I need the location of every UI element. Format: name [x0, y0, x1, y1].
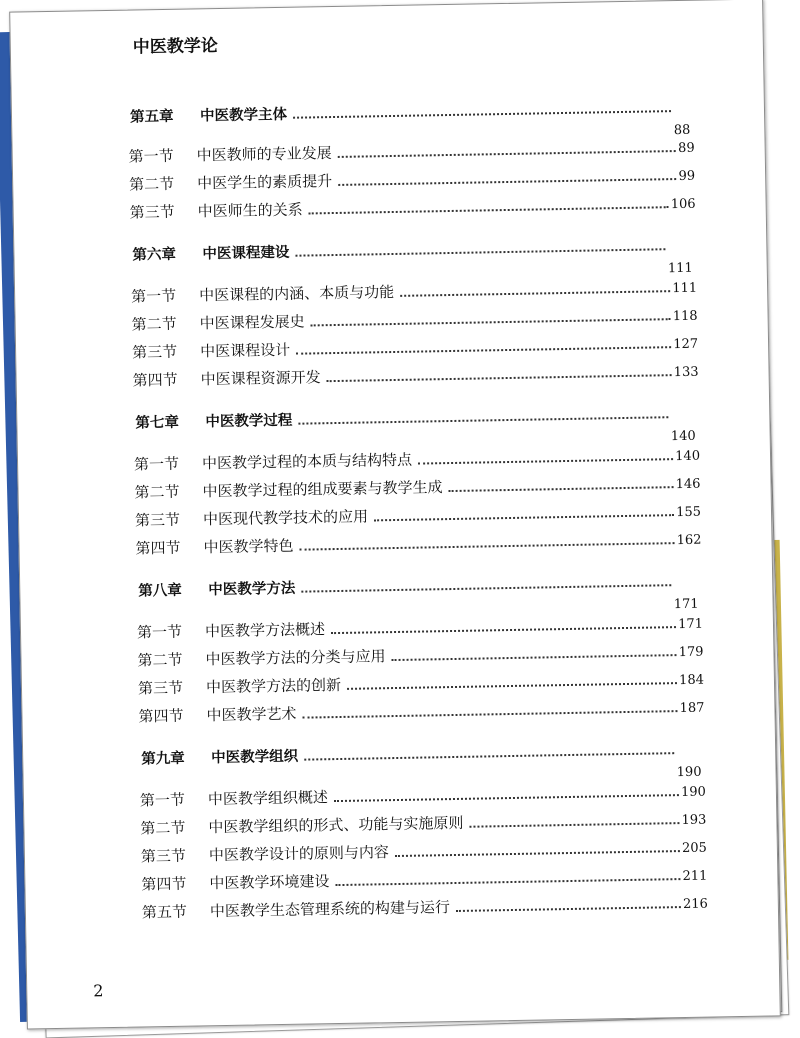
section-label: 第三节	[140, 846, 187, 866]
toc-section-entry	[137, 612, 703, 643]
toc-section-entry	[134, 444, 700, 475]
toc-chapter-entry	[141, 738, 702, 781]
chapter-title: 中医教学组织	[211, 748, 299, 767]
chapter-label: 第五章	[129, 108, 174, 126]
dot-leader	[338, 150, 676, 158]
dot-leader	[335, 878, 680, 886]
dot-leader	[293, 110, 671, 119]
chapter-title: 中医教学过程	[205, 412, 293, 431]
section-title: 中医教学生态管理系统的构建与运行	[209, 898, 451, 921]
toc-section-entry	[138, 696, 704, 727]
page-ref: 193	[681, 812, 707, 829]
chapter-title: 中医教学方法	[208, 580, 296, 599]
section-title: 中医课程资源开发	[200, 368, 321, 389]
dot-leader	[331, 626, 676, 634]
toc-section-entry	[138, 668, 704, 699]
section-label: 第一节	[136, 622, 183, 642]
page-ref: 190	[680, 784, 707, 801]
section-title: 中医课程发展史	[199, 312, 305, 333]
section-label: 第四节	[132, 370, 178, 390]
section-title: 中医教学过程的本质与结构特点	[201, 450, 413, 473]
section-label: 第二节	[134, 482, 180, 502]
section-title: 中医现代教学技术的应用	[202, 507, 369, 529]
dot-leader	[304, 752, 674, 760]
section-label: 第三节	[137, 678, 184, 698]
chapter-label: 第六章	[132, 246, 177, 264]
page-ref: 211	[682, 868, 708, 885]
section-label: 第四节	[135, 538, 181, 558]
toc-section-entry	[141, 836, 707, 867]
section-title: 中医教学环境建设	[209, 872, 330, 893]
section-title: 中医教学特色	[203, 536, 294, 557]
dot-leader	[327, 374, 672, 382]
page-ref: 118	[672, 308, 698, 325]
dot-leader	[334, 794, 679, 802]
page-ref: 216	[682, 896, 708, 913]
section-label: 第五节	[141, 902, 188, 922]
page-ref: 155	[676, 504, 702, 521]
page-ref: 187	[679, 700, 705, 717]
section-title: 中医课程设计	[199, 340, 291, 361]
section-label: 第三节	[129, 202, 175, 222]
toc-chapter-entry	[129, 96, 691, 139]
section-label: 第一节	[133, 454, 180, 474]
page-ref: 127	[673, 336, 699, 353]
page-ref: 162	[676, 532, 702, 549]
page-ref: 190	[676, 764, 702, 781]
page-ref: 146	[675, 476, 701, 493]
dot-leader	[311, 318, 671, 326]
running-header: 中医教学论	[132, 36, 218, 58]
toc-section-entry	[140, 808, 706, 839]
page-ref: 133	[673, 364, 699, 381]
dot-leader	[374, 514, 674, 521]
toc-section-entry	[135, 528, 701, 559]
chapter-title: 中医教学主体	[199, 106, 288, 125]
section-label: 第一节	[128, 146, 174, 166]
dot-leader	[338, 178, 676, 186]
section-title: 中医教学艺术	[206, 704, 297, 725]
section-title: 中医课程的内涵、本质与功能	[198, 282, 395, 305]
toc-section-entry	[132, 332, 698, 363]
page-ref: 88	[673, 122, 691, 139]
page-ref: 205	[681, 840, 708, 857]
dot-leader	[418, 458, 673, 464]
page-ref: 106	[670, 196, 696, 213]
section-title: 中医教学方法概述	[204, 620, 326, 641]
dot-leader	[309, 206, 669, 214]
toc-chapter-entry	[132, 234, 693, 277]
section-label: 第三节	[134, 510, 181, 530]
chapter-label: 第八章	[138, 582, 182, 600]
toc-chapter-entry	[135, 402, 696, 445]
dot-leader	[296, 346, 671, 355]
page-ref: 184	[678, 672, 705, 689]
section-title: 中医教师的专业发展	[196, 144, 332, 165]
page-ref: 140	[670, 428, 696, 445]
section-title: 中医学生的素质提升	[197, 172, 333, 193]
section-label: 第二节	[129, 174, 175, 194]
dot-leader	[298, 416, 668, 424]
chapter-label: 第九章	[141, 750, 185, 768]
toc-chapter-entry	[138, 570, 699, 613]
dot-leader	[469, 822, 679, 828]
section-title: 中医教学过程的组成要素与教学生成	[202, 478, 443, 501]
section-label: 第三节	[131, 342, 178, 362]
page-ref: 111	[672, 280, 698, 297]
toc-section-entry	[142, 892, 708, 923]
toc-section-entry	[129, 136, 695, 167]
section-label: 第二节	[131, 314, 177, 334]
chapter-label: 第七章	[135, 414, 180, 432]
dot-leader	[395, 850, 680, 857]
dot-leader	[449, 486, 674, 492]
section-title: 中医师生的关系	[197, 200, 303, 221]
toc-section-entry	[132, 360, 698, 391]
toc-section-entry	[137, 640, 703, 671]
toc-section-entry	[129, 164, 695, 195]
page-ref: 89	[677, 140, 695, 157]
section-title: 中医教学组织的形式、功能与实施原则	[208, 813, 464, 837]
section-title: 中医教学方法的创新	[205, 675, 342, 697]
section-title: 中医教学方法的分类与应用	[205, 647, 386, 669]
dot-leader	[400, 290, 670, 297]
dot-leader	[300, 542, 675, 551]
page-ref: 99	[678, 168, 696, 184]
toc-section-entry	[130, 192, 696, 223]
section-label: 第四节	[141, 874, 187, 894]
dot-leader	[456, 906, 681, 912]
page-ref: 171	[678, 616, 704, 633]
section-title: 中医教学组织概述	[207, 788, 329, 809]
section-label: 第二节	[137, 650, 183, 670]
dot-leader	[303, 710, 678, 719]
toc-section-entry	[134, 472, 700, 503]
toc-section-entry	[135, 500, 701, 531]
dot-leader	[295, 248, 665, 256]
dot-leader	[392, 654, 677, 661]
toc-section-entry	[131, 304, 697, 335]
toc-section-entry	[141, 864, 707, 895]
toc-section-entry	[131, 276, 697, 307]
section-title: 中医教学设计的原则与内容	[208, 843, 390, 865]
dot-leader	[301, 584, 671, 592]
page-ref: 111	[667, 260, 693, 277]
section-label: 第一节	[131, 286, 177, 306]
section-label: 第四节	[138, 706, 184, 726]
section-label: 第二节	[140, 818, 186, 838]
page-number: 2	[93, 981, 104, 1001]
page-ref: 171	[673, 596, 699, 613]
page-ref: 179	[678, 644, 704, 661]
section-label: 第一节	[139, 790, 186, 810]
chapter-title: 中医课程建设	[202, 244, 290, 263]
dot-leader	[347, 682, 677, 690]
document-page	[9, 0, 781, 1030]
page-ref: 140	[675, 448, 701, 465]
toc-section-entry	[140, 780, 706, 811]
